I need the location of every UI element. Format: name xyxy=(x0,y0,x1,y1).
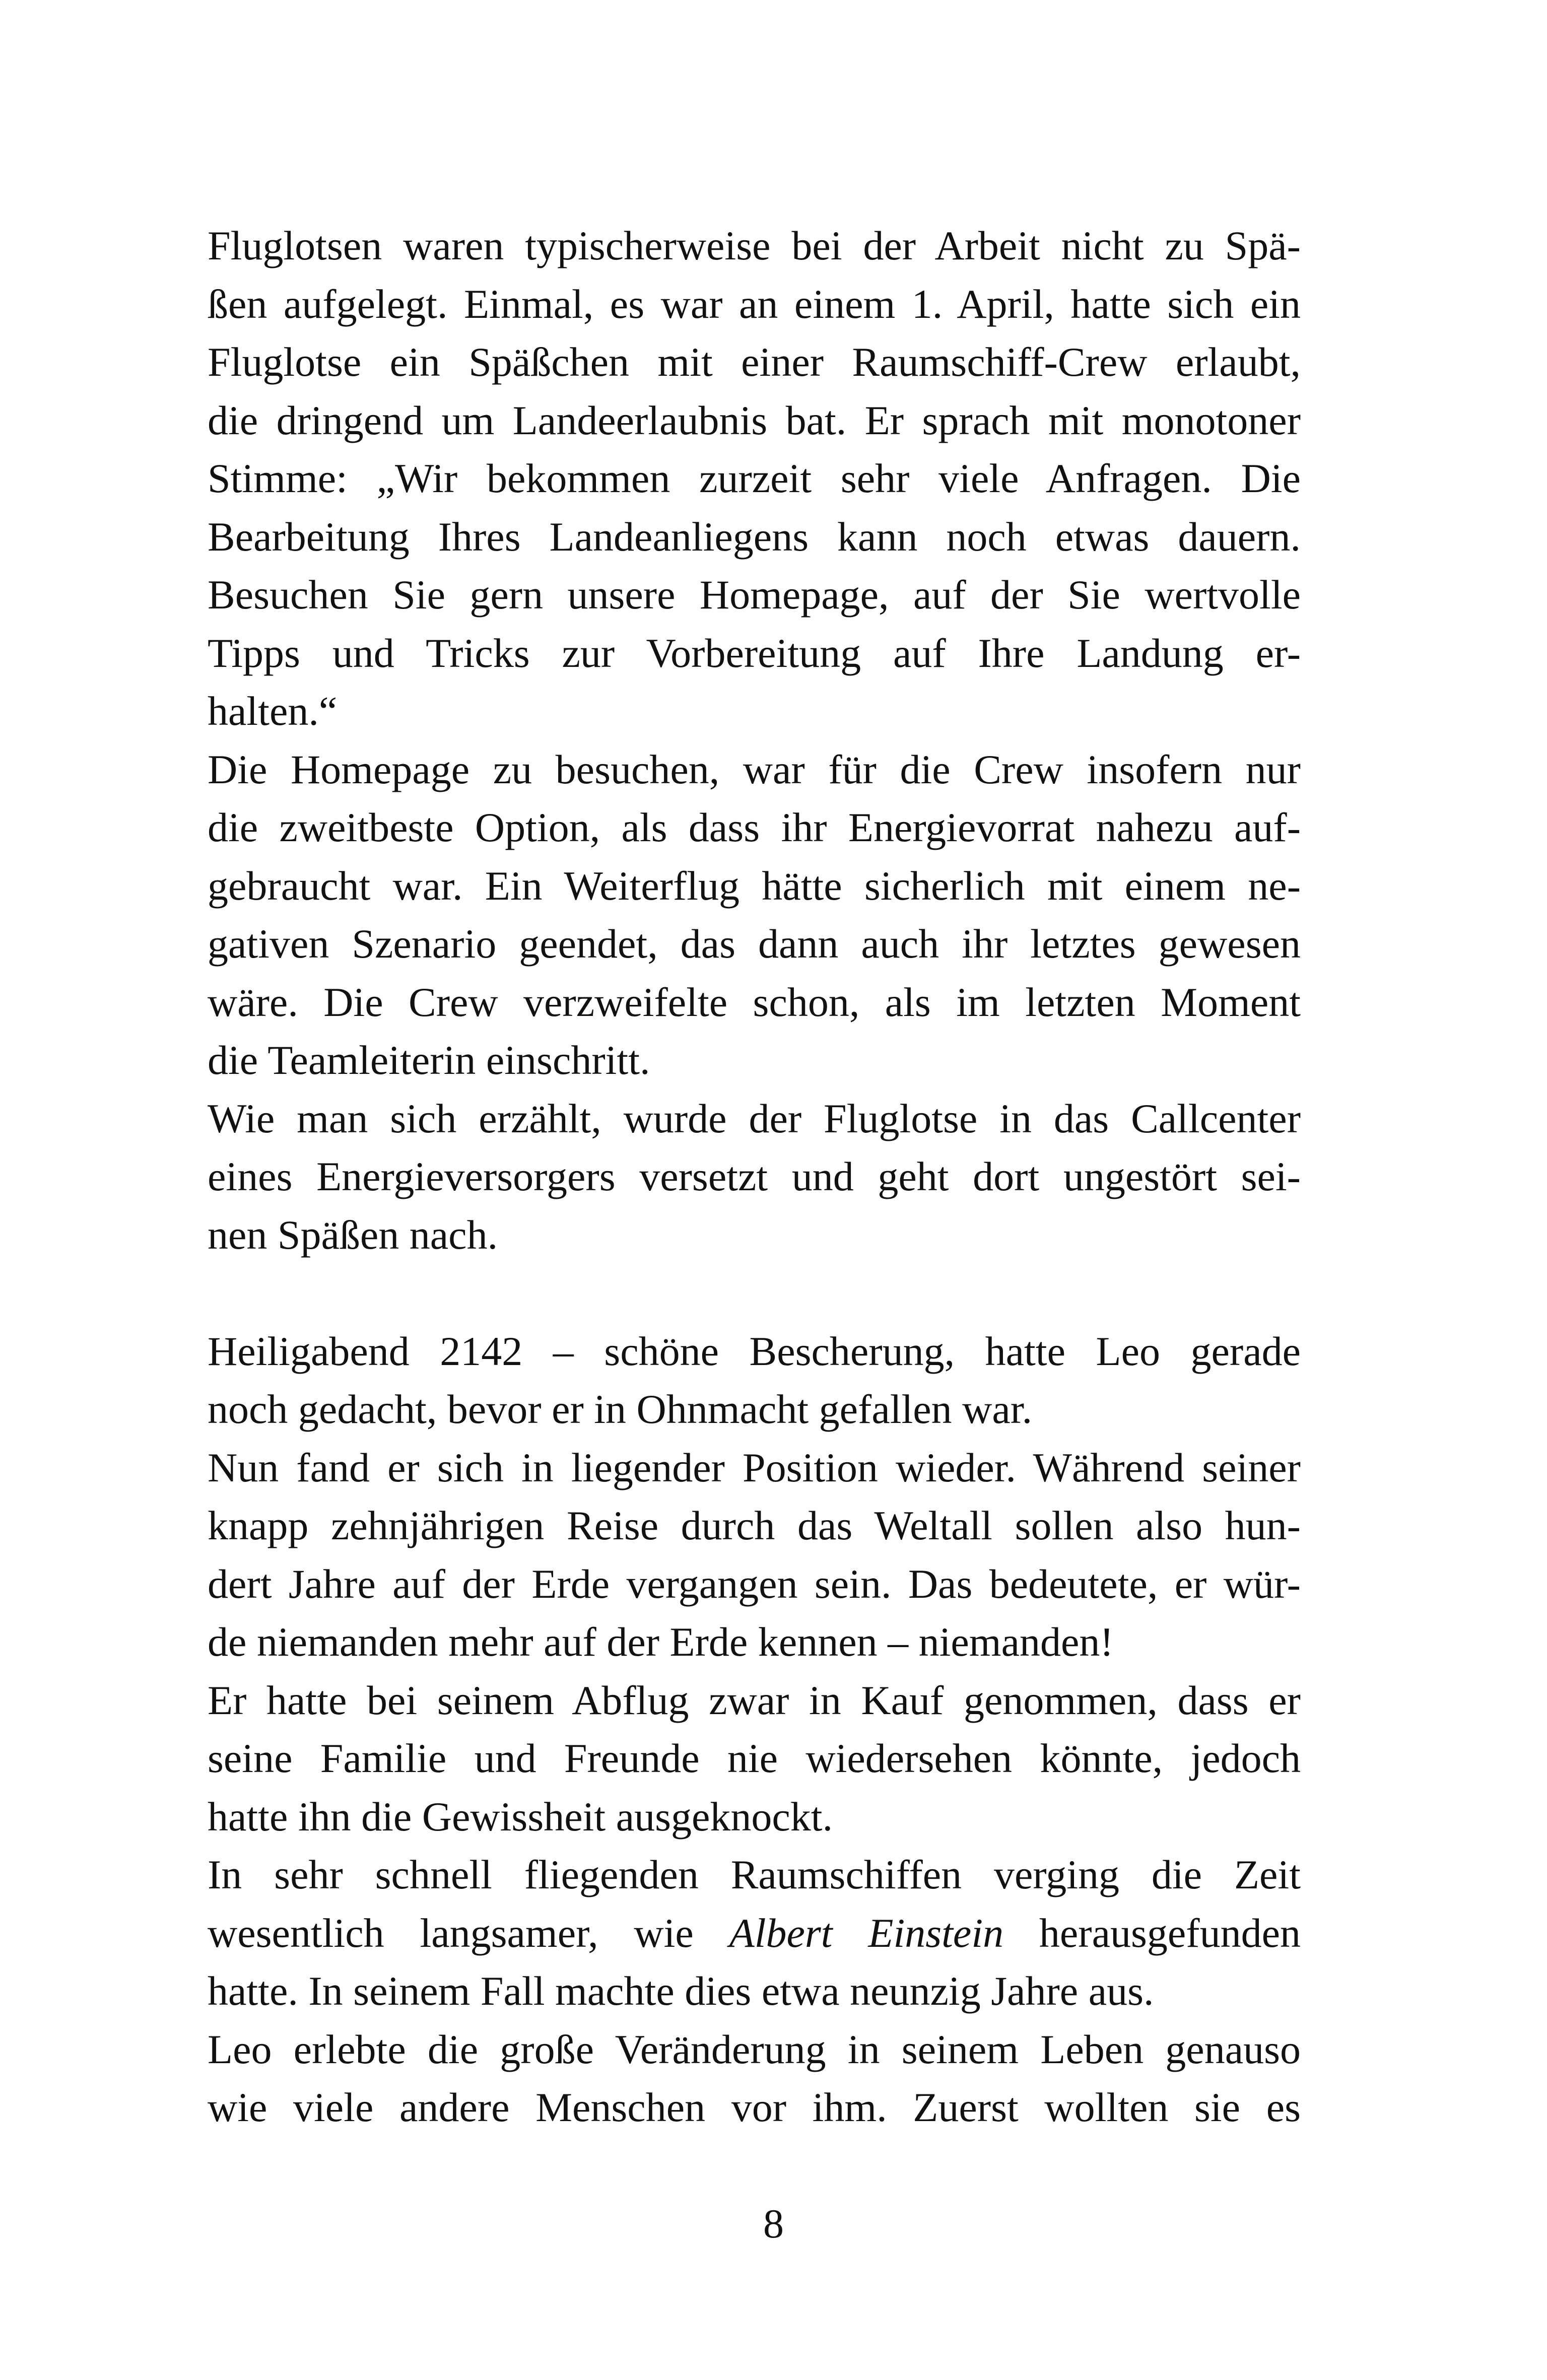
italic-name: Albert Einstein xyxy=(729,1910,1004,1956)
text-segment: wesentlich langsamer, wie xyxy=(208,1910,729,1956)
text-line: Fluglotsen waren typischerweise bei der Arbeit nicht zu Spä- xyxy=(208,223,1301,268)
text-line: Stimme: „Wir bekommen zurzeit sehr viele Anfragen. Die xyxy=(208,455,1301,501)
text-line: Heiligabend 2142 – schöne Bescherung, hatte Leo gerade xyxy=(208,1328,1301,1374)
text-line: Fluglotse ein Späßchen mit einer Raumschiff-Crew erlaubt, xyxy=(208,339,1301,385)
text-line: die zweitbeste Option, als dass ihr Energievorrat nahezu auf- xyxy=(208,804,1301,850)
text-line: wäre. Die Crew verzweifelte schon, als im letzten Moment xyxy=(208,979,1301,1025)
text-line xyxy=(208,1904,1301,1962)
paragraph xyxy=(208,1322,1301,1439)
text-line: ßen aufgelegt. Einmal, es war an einem 1. April, hatte sich ein xyxy=(208,281,1301,327)
text-line: gativen Szenario geendet, das dann auch ihr letztes gewesen xyxy=(208,921,1301,967)
text-line: In sehr schnell fliegenden Raumschiffen verging die Zeit xyxy=(208,1852,1301,1897)
paragraph xyxy=(208,740,1301,1090)
paragraph xyxy=(208,1846,1301,2020)
paragraph xyxy=(208,1439,1301,1671)
text-line: die Teamleiterin einschritt. xyxy=(208,1037,650,1083)
text-line: seine Familie und Freunde nie wiedersehen könnte, jedoch xyxy=(208,1735,1301,1781)
text-line: Die Homepage zu besuchen, war für die Crew insofern nur xyxy=(208,746,1301,792)
paragraph xyxy=(208,2020,1301,2137)
text-line: Besuchen Sie gern unsere Homepage, auf der Sie wertvolle xyxy=(208,572,1301,618)
text-line: Tipps und Tricks zur Vorbereitung auf Ihre Landung er- xyxy=(208,630,1301,676)
paragraph xyxy=(208,1671,1301,1846)
text-line: wie viele andere Menschen vor ihm. Zuerst wollten sie es xyxy=(208,2084,1301,2130)
text-segment: herausgefunden xyxy=(1003,1910,1301,1956)
text-line: eines Energieversorgers versetzt und geht dort ungestört sei- xyxy=(208,1153,1301,1199)
text-line: Bearbeitung Ihres Landeanliegens kann noch etwas dauern. xyxy=(208,513,1301,560)
page-number: 8 xyxy=(763,2201,784,2247)
text-line: halten.“ xyxy=(208,688,338,734)
text-line: Wie man sich erzählt, wurde der Fluglotse in das Callcenter xyxy=(208,1095,1301,1141)
text-line: knapp zehnjährigen Reise durch das Weltall sollen also hun- xyxy=(208,1503,1301,1548)
text-line: nen Späßen nach. xyxy=(208,1211,498,1258)
text-line: hatte. In seinem Fall machte dies etwa neunzig Jahre aus. xyxy=(208,1968,1154,2014)
text-line: Nun fand er sich in liegender Position wieder. Während seiner xyxy=(208,1444,1301,1490)
text-line: Leo erlebte die große Veränderung in seinem Leben genauso xyxy=(208,2026,1301,2072)
body-text xyxy=(208,217,1301,2137)
text-line: Er hatte bei seinem Abflug zwar in Kauf genommen, dass er xyxy=(208,1677,1301,1723)
text-line: de niemanden mehr auf der Erde kennen – niemanden! xyxy=(208,1619,1114,1665)
text-line: gebraucht war. Ein Weiterflug hätte sicherlich mit einem ne- xyxy=(208,862,1301,909)
text-line: die dringend um Landeerlaubnis bat. Er sprach mit monotoner xyxy=(208,397,1301,443)
paragraph xyxy=(208,217,1301,740)
text-line: hatte ihn die Gewissheit ausgeknockt. xyxy=(208,1793,833,1840)
text-line: noch gedacht, bevor er in Ohnmacht gefallen war. xyxy=(208,1386,1033,1432)
text-line: dert Jahre auf der Erde vergangen sein. Das bedeutete, er wür- xyxy=(208,1560,1301,1607)
section-break xyxy=(208,1264,1301,1322)
paragraph xyxy=(208,1090,1301,1264)
